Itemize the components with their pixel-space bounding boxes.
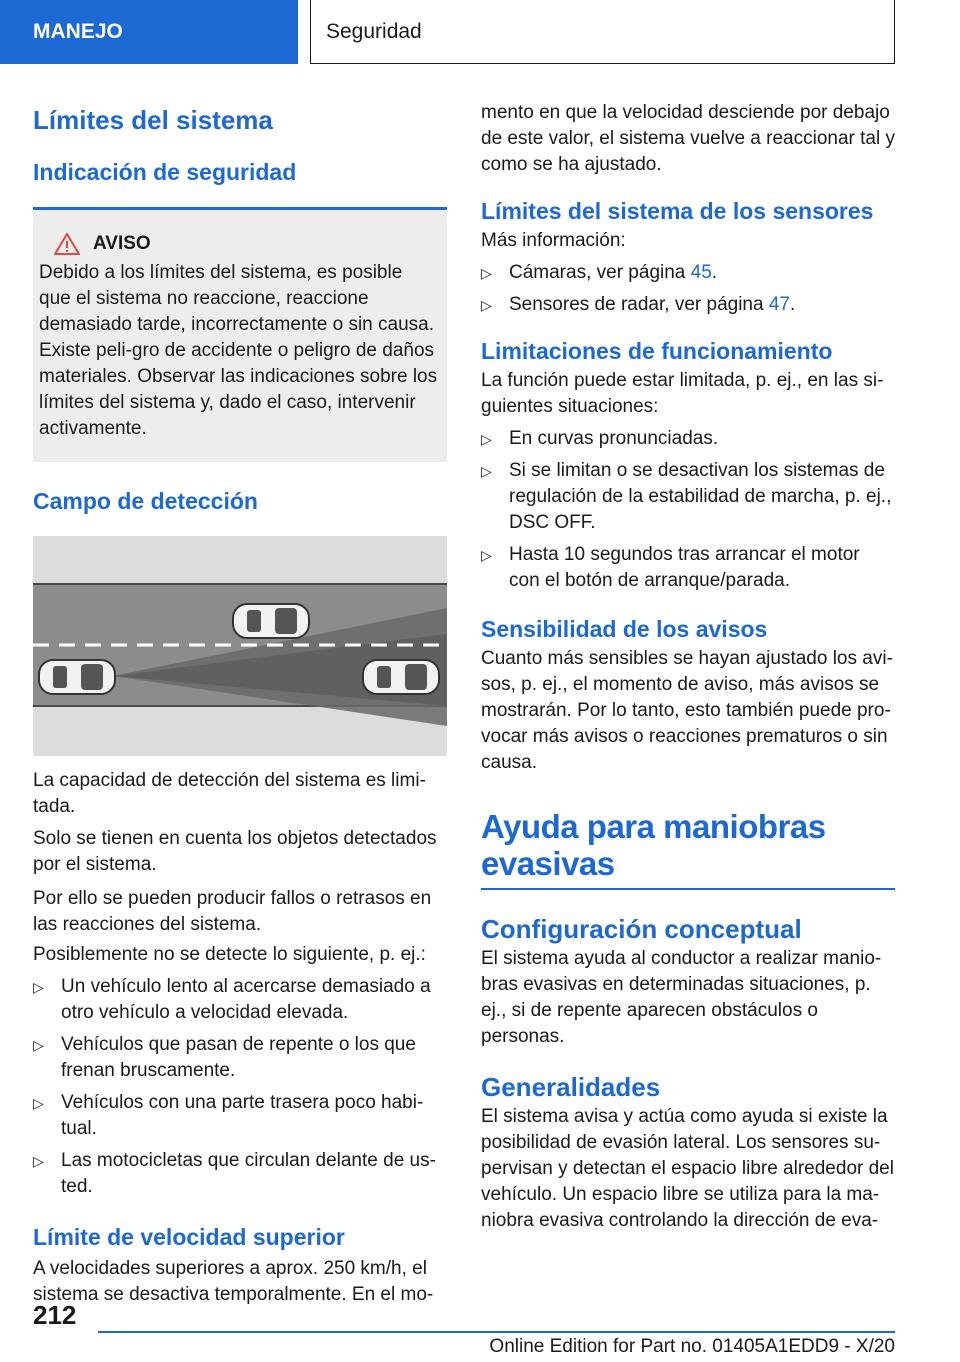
- right-column: [481, 100, 895, 1234]
- heading-concept: Configuración conceptual: [481, 913, 802, 944]
- list-item: ▷ Hasta 10 segundos tras arrancar el motor con el botón de arranque/parada.: [481, 544, 860, 591]
- footer-edition: Online Edition for Part no. 01405A1EDD9 - X/20: [489, 1336, 895, 1357]
- detection-paragraph-2: Solo se tienen en cuenta los objetos detectados por el sistema.: [33, 828, 437, 875]
- list-item: ▷ Vehículos con una parte trasera poco habi-tual.: [33, 1092, 424, 1139]
- warning-header: [39, 232, 439, 256]
- bullet-triangle-icon: ▷: [33, 979, 44, 995]
- list-item: ▷ Un vehículo lento al acercarse demasiado a otro vehículo a velocidad elevada.: [33, 976, 431, 1023]
- left-column: [33, 100, 447, 1308]
- car-ahead-icon: [233, 604, 309, 638]
- heading-detection-field: Campo de detección: [33, 488, 258, 514]
- bullet-triangle-icon: ▷: [481, 547, 492, 563]
- detection-paragraph-4: Posiblemente no se detecte lo siguiente, p. ej.:: [33, 944, 426, 965]
- bullet-triangle-icon: ▷: [481, 431, 492, 447]
- speed-paragraph-cont: mento en que la velocidad desciende por debajo de este valor, el sistema vuelve a reaccionar tal y como se ha ajustado.: [481, 102, 895, 175]
- function-list: [481, 426, 895, 594]
- bullet-triangle-icon: ▷: [33, 1153, 44, 1169]
- general-paragraph: El sistema avisa y actúa como ayuda si existe la posibilidad de evasión lateral. Los sensores su-pervisan y detectan el espacio libre alrededor del vehículo. Un espacio libre se utiliza para la ma-niobra evasiva controlando la dirección de eva-: [481, 1105, 894, 1231]
- bullet-triangle-icon: ▷: [481, 265, 492, 281]
- heading-sensor-limits: Límites del sistema de los sensores: [481, 198, 874, 224]
- speed-paragraph: A velocidades superiores a aprox. 250 km/h, el sistema se desactiva temporalmente. En el mo-: [33, 1258, 434, 1305]
- heading-general: Generalidades: [481, 1071, 661, 1102]
- topic-header: Seguridad: [310, 0, 895, 64]
- list-item: ▷ En curvas pronunciadas.: [481, 426, 895, 452]
- function-paragraph: La función puede estar limitada, p. ej., en las si-guientes situaciones:: [481, 370, 884, 417]
- section-divider: [481, 888, 895, 890]
- warning-triangle-icon: [53, 232, 81, 256]
- undetected-list: [33, 974, 447, 1200]
- bullet-triangle-icon: ▷: [33, 1095, 44, 1111]
- section-tab: MANEJO: [0, 0, 298, 64]
- page-link-radar[interactable]: 47: [768, 294, 790, 315]
- heading-sensitivity: Sensibilidad de los avisos: [481, 616, 768, 642]
- detection-paragraph-1: La capacidad de detección del sistema es limi-tada.: [33, 770, 426, 817]
- sensor-list: [481, 260, 895, 318]
- page-number: 212: [33, 1300, 77, 1330]
- warning-text: Debido a los límites del sistema, es posible que el sistema no reaccione, reaccione demasiado tarde, incorrectamente o sin causa. Existe peli-gro de accidente o peligro de daños materiales. Observar las indicaciones sobre los límites del sistema y, dado el caso, intervenir activamente.: [39, 262, 438, 439]
- list-item: ▷ Vehículos que pasan de repente o los que frenan bruscamente.: [33, 1034, 416, 1081]
- car-left-icon: [39, 660, 115, 694]
- concept-paragraph: El sistema ayuda al conductor a realizar manio-bras evasivas en determinadas situaciones, p. ej., si de repente aparecen obstáculos o personas.: [481, 947, 882, 1047]
- bullet-triangle-icon: ▷: [33, 1037, 44, 1053]
- bullet-triangle-icon: ▷: [481, 463, 492, 479]
- more-info-label: Más información:: [481, 230, 626, 251]
- list-item: ▷ Sensores de radar, ver página 47.: [481, 292, 895, 318]
- heading-evasive-assist: Ayuda para maniobras evasivas: [481, 808, 826, 882]
- warning-box: [33, 207, 447, 462]
- car-right-icon: [363, 660, 439, 694]
- heading-function-limits: Limitaciones de funcionamiento: [481, 338, 833, 364]
- page-link-cameras[interactable]: 45: [690, 262, 712, 283]
- bullet-triangle-icon: ▷: [481, 297, 492, 313]
- detection-field-figure: [33, 536, 447, 756]
- sensitivity-paragraph: Cuanto más sensibles se hayan ajustado los avi-sos, p. ej., el momento de aviso, más avisos se mostrarán. Por lo tanto, esto también puede pro-vocar más avisos o reacciones prematuros o sin causa.: [481, 648, 893, 773]
- list-item: ▷ Cámaras, ver página 45.: [481, 260, 895, 286]
- detection-paragraph-3: Por ello se pueden producir fallos o retrasos en las reacciones del sistema.: [33, 888, 432, 935]
- list-item: ▷ Si se limitan o se desactivan los sistemas de regulación de la estabilidad de marcha, p. ej., DSC OFF.: [481, 460, 892, 533]
- footer-divider: [98, 1331, 895, 1333]
- heading-system-limits: Límites del sistema: [33, 105, 273, 135]
- warning-title: AVISO: [93, 233, 151, 254]
- list-item: ▷ Las motocicletas que circulan delante de us-ted.: [33, 1150, 436, 1197]
- heading-safety-note: Indicación de seguridad: [33, 159, 297, 185]
- heading-speed-limit: Límite de velocidad superior: [33, 1224, 345, 1250]
